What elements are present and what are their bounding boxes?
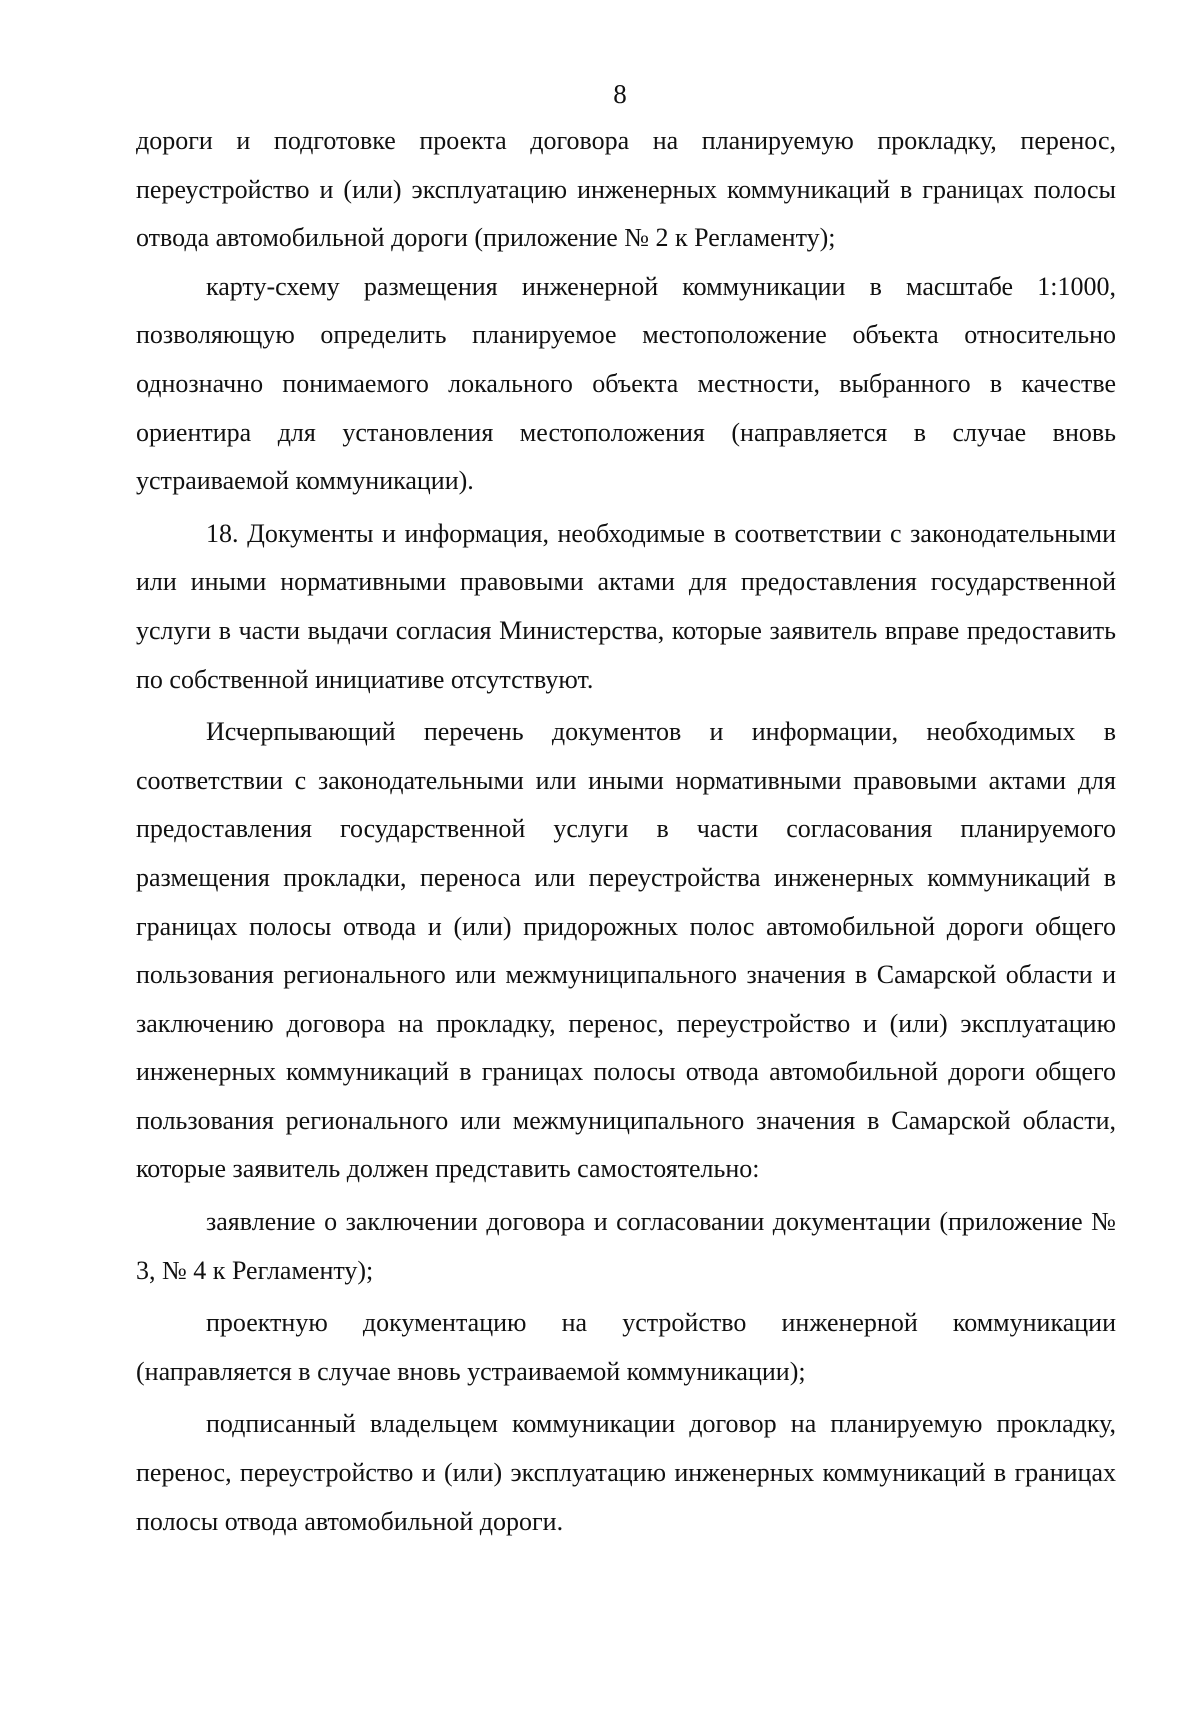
paragraph-item-18: 18. Документы и информация, необходимые в соответствии с законодательными или иными нормативными правовыми актами для предоставления государственной услуги в части выдачи согласия Министерства, которые заявитель вправе предоставить по собственной инициативе отсутствуют. [136, 518, 1116, 694]
paragraph-project-documentation: проектную документацию на устройство инженерной коммуникации (направляется в случае вновь устраиваемой коммуникации); [136, 1308, 1116, 1386]
page-number: 8 [613, 79, 627, 109]
paragraph-map-scheme: карту-схему размещения инженерной коммуникации в масштабе 1:1000, позволяющую определить планируемое местоположение объекта относительно однозначно понимаемого локального объекта местности, выбранного в качестве ориентира для установления местоположения (направляется в случае вновь устраиваемой коммуникации). [136, 271, 1116, 496]
paragraph-application: заявление о заключении договора и согласовании документации (приложение № 3, № 4 к Регламенту); [136, 1207, 1116, 1285]
document-body [136, 117, 1116, 1546]
paragraph-exhaustive-list: Исчерпывающий перечень документов и информации, необходимых в соответствии с законодательными или иными нормативными правовыми актами для предоставления государственной услуги в части согласования планируемого размещения прокладки, переноса или переустройства инженерных коммуникаций в границах полосы отвода и (или) придорожных полос автомобильной дороги общего пользования регионального или межмуниципального значения в Самарской области и заключению договора на прокладку, перенос, переустройство и (или) эксплуатацию инженерных коммуникаций в границах полосы отвода автомобильной дороги общего пользования регионального или межмуниципального значения в Самарской области, которые заявитель должен представить самостоятельно: [136, 717, 1116, 1184]
paragraph-continuation: дороги и подготовке проекта договора на планируемую прокладку, перенос, переустройство и (или) эксплуатацию инженерных коммуникаций в границах полосы отвода автомобильной дороги (приложение № 2 к Регламенту); [136, 126, 1116, 253]
paragraph-signed-contract: подписанный владельцем коммуникации договор на планируемую прокладку, перенос, переустройство и (или) эксплуатацию инженерных коммуникаций в границах полосы отвода автомобильной дороги. [136, 1409, 1116, 1536]
